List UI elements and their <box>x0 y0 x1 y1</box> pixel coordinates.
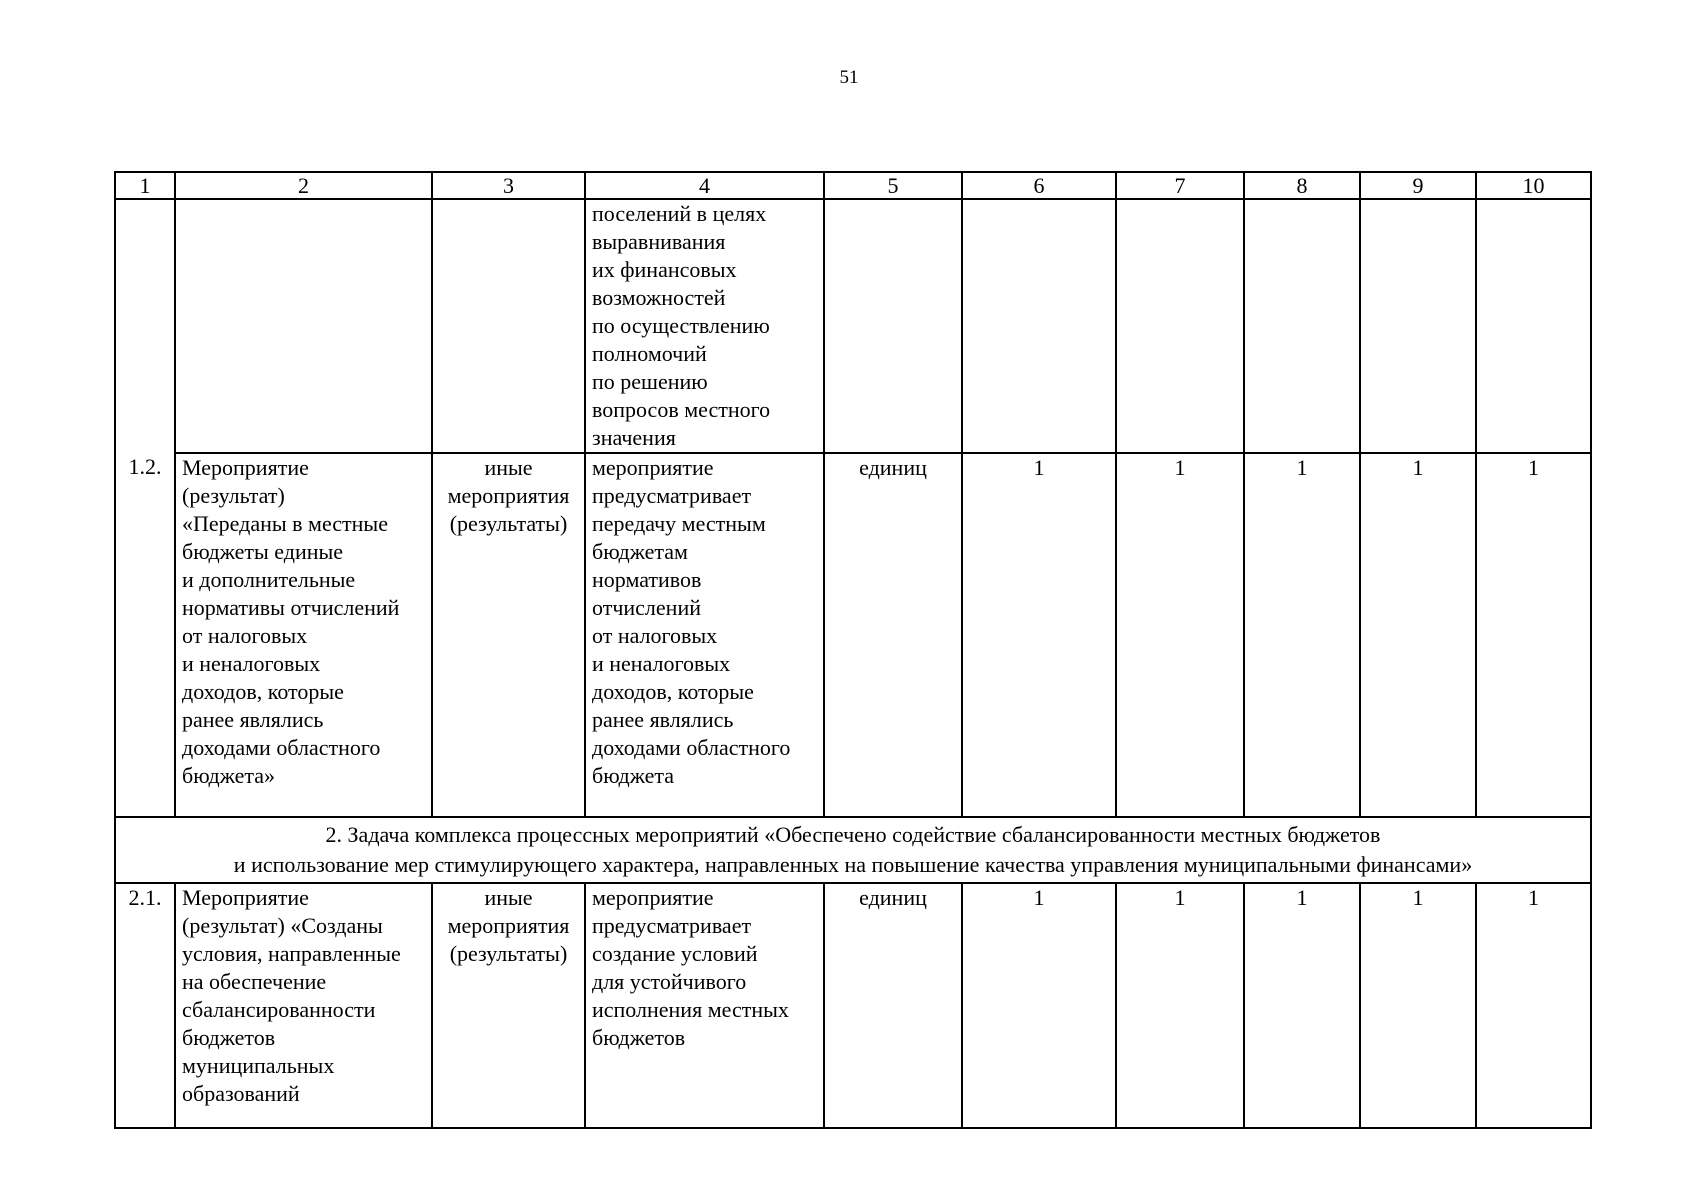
cont-cell-9 <box>1360 199 1476 453</box>
value-col-6: 1 <box>962 453 1116 817</box>
table-row <box>115 883 1591 1128</box>
measure-description: мероприятие предусматривает создание условий для устойчивого исполнения местных бюджетов <box>585 883 824 1128</box>
table-row <box>115 453 1591 817</box>
cont-cell-10 <box>1476 199 1591 453</box>
measure-name: Мероприятие (результат) «Созданы условия, направленные на обеспечение сбалансированности бюджетов муниципальных образований <box>175 883 432 1128</box>
measure-type: иные мероприятия (результаты) <box>432 883 585 1128</box>
cont-cell-3 <box>432 199 585 453</box>
cont-cell-5 <box>824 199 962 453</box>
row-number: 1.2. <box>115 453 175 817</box>
page-number: 51 <box>839 67 859 88</box>
column-header-7: 7 <box>1116 172 1244 199</box>
cont-description: поселений в целях выравнивания их финансовых возможностей по осуществлению полномочий по решению вопросов местного значения <box>585 199 824 453</box>
value-col-10: 1 <box>1476 453 1591 817</box>
column-header-3: 3 <box>432 172 585 199</box>
section-heading <box>115 817 1591 883</box>
column-header-6: 6 <box>962 172 1116 199</box>
column-header-9: 9 <box>1360 172 1476 199</box>
cont-cell-2 <box>175 199 432 453</box>
column-header-8: 8 <box>1244 172 1360 199</box>
row-number: 2.1. <box>115 883 175 1128</box>
cont-cell-1 <box>115 199 175 453</box>
column-header-10: 10 <box>1476 172 1591 199</box>
value-col-9: 1 <box>1360 453 1476 817</box>
continuation-row <box>115 199 1591 453</box>
value-col-9: 1 <box>1360 883 1476 1128</box>
measure-name: Мероприятие (результат) «Переданы в местные бюджеты единые и дополнительные нормативы отчислений от налоговых и неналоговых доходов, которые ранее являлись доходами областного бюджета» <box>175 453 432 817</box>
cont-cell-8 <box>1244 199 1360 453</box>
measure-type: иные мероприятия (результаты) <box>432 453 585 817</box>
column-header-4: 4 <box>585 172 824 199</box>
section-heading-line-1: 2. Задача комплекса процессных мероприятий «Обеспечено содействие сбалансированности местных бюджетов <box>325 822 1381 847</box>
value-col-7: 1 <box>1116 883 1244 1128</box>
value-col-8: 1 <box>1244 453 1360 817</box>
value-col-10: 1 <box>1476 883 1591 1128</box>
measure-description: мероприятие предусматривает передачу местным бюджетам нормативов отчислений от налоговых и неналоговых доходов, которые ранее являлись доходами областного бюджета <box>585 453 824 817</box>
column-header-5: 5 <box>824 172 962 199</box>
column-header-2: 2 <box>175 172 432 199</box>
value-col-6: 1 <box>962 883 1116 1128</box>
cont-cell-6 <box>962 199 1116 453</box>
measure-unit: единиц <box>824 883 962 1128</box>
section-heading-line-2: и использование мер стимулирующего характера, направленных на повышение качества управления муниципальными финансами» <box>233 852 1473 877</box>
column-header-1: 1 <box>115 172 175 199</box>
section-row <box>115 817 1591 883</box>
value-col-7: 1 <box>1116 453 1244 817</box>
measure-unit: единиц <box>824 453 962 817</box>
value-col-8: 1 <box>1244 883 1360 1128</box>
measures-table <box>114 171 1592 1129</box>
cont-cell-7 <box>1116 199 1244 453</box>
column-number-row <box>115 172 1591 199</box>
